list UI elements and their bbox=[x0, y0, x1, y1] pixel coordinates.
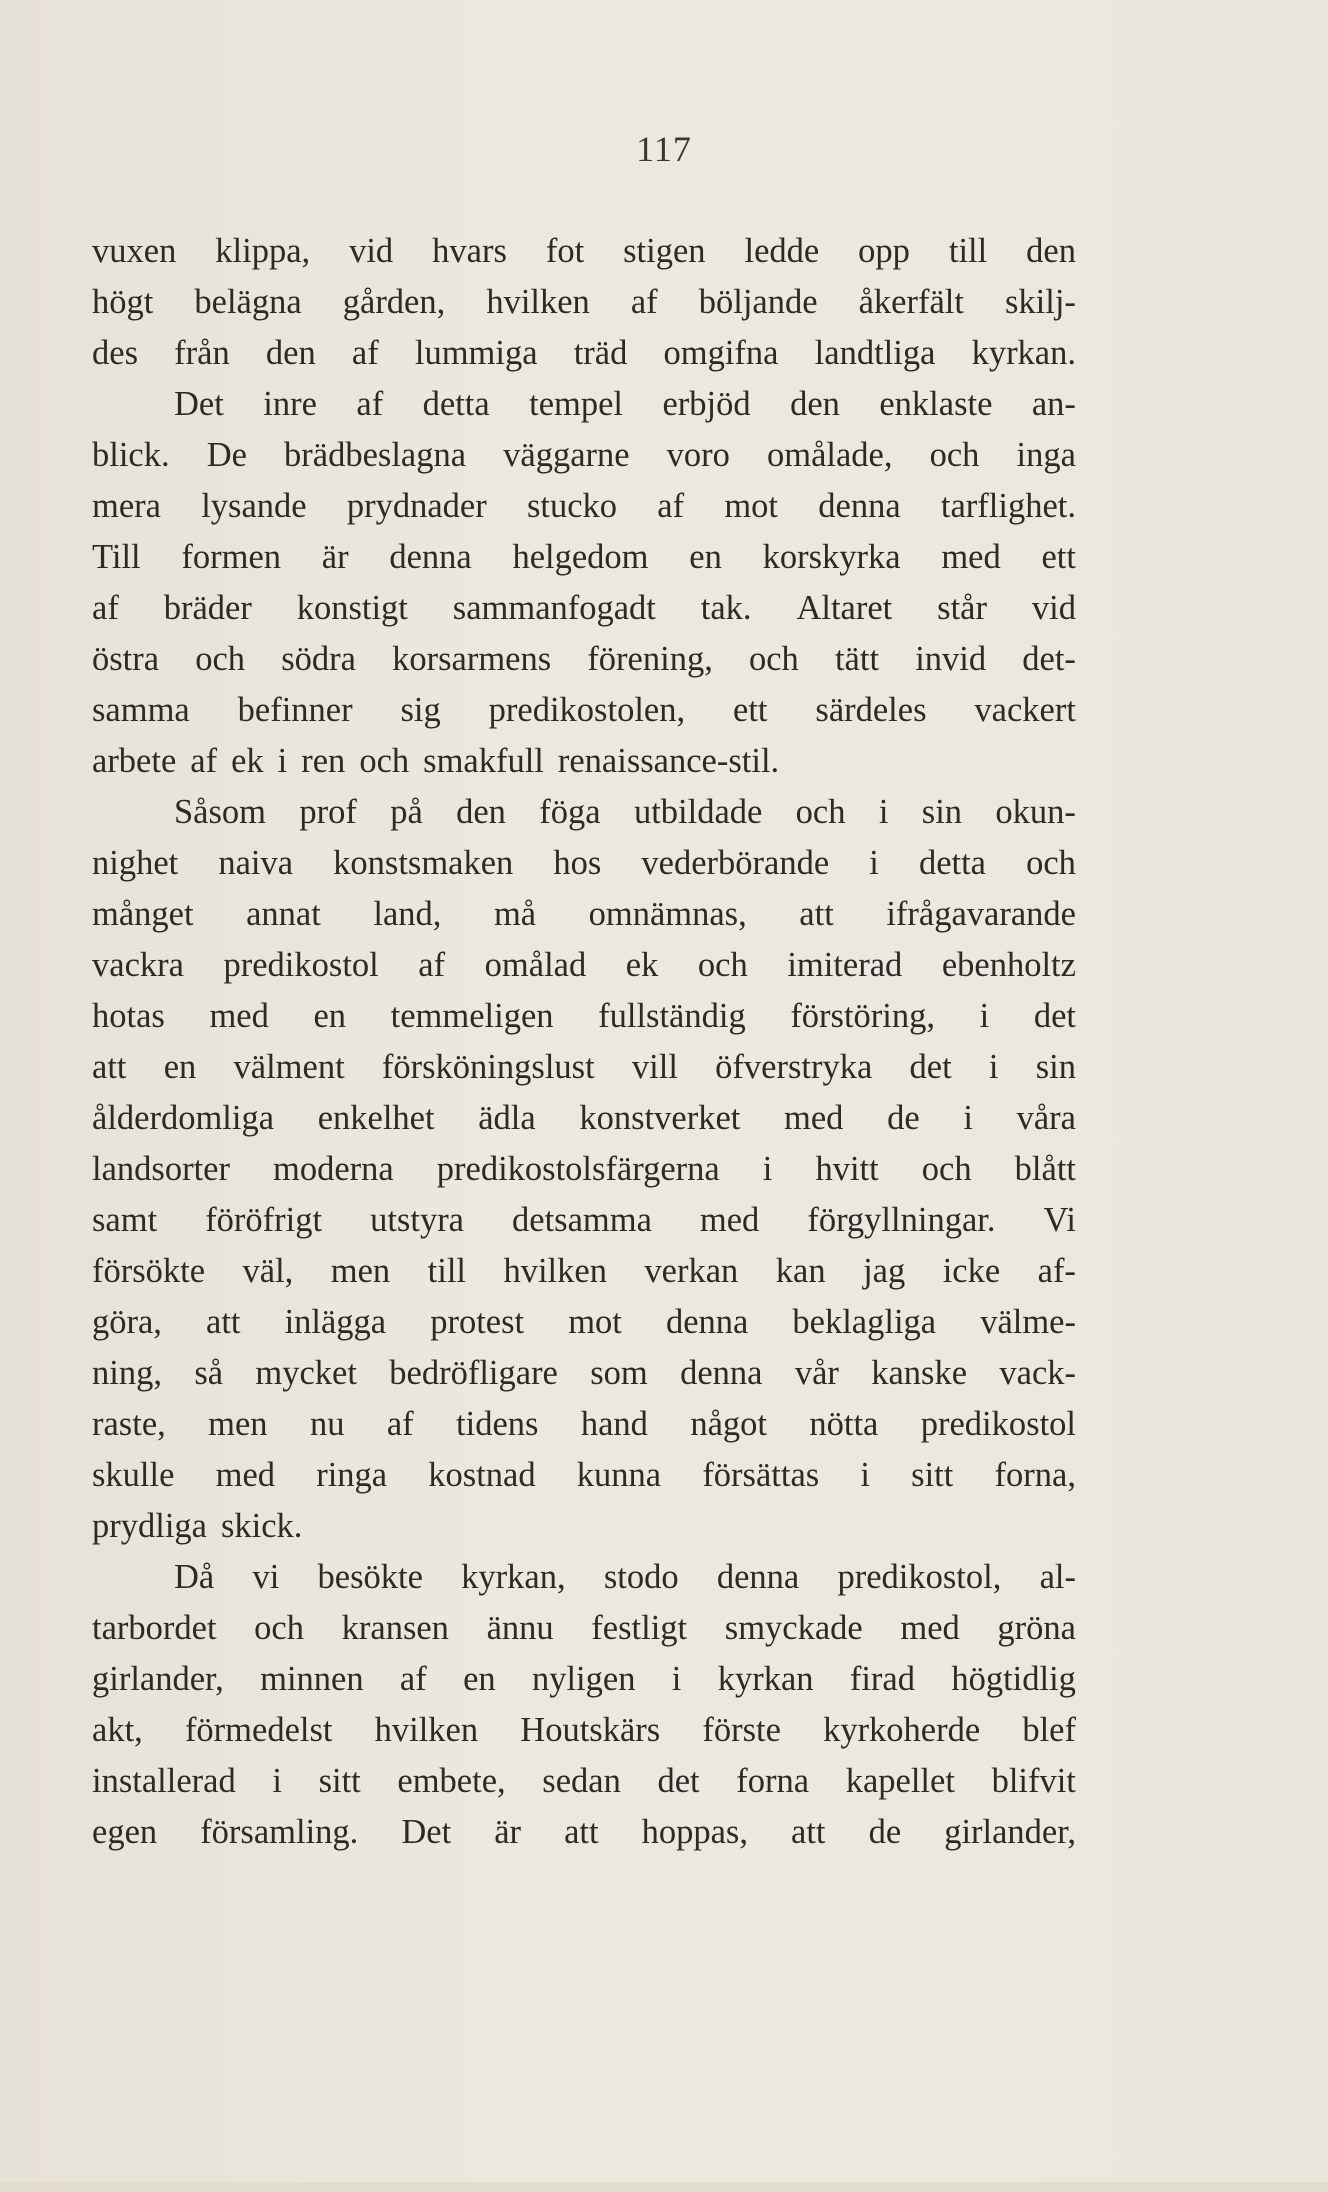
text-line: försökte väl, men till hvilken verkan kan jag icke af- bbox=[92, 1252, 1076, 1290]
text-line: östra och södra korsarmens förening, och tätt invid det- bbox=[92, 640, 1076, 678]
text-line: samma befinner sig predikostolen, ett särdeles vackert bbox=[92, 691, 1076, 729]
page-edge bbox=[0, 2182, 1328, 2192]
text-line: Det inre af detta tempel erbjöd den enklaste an- bbox=[174, 385, 1076, 423]
text-line: raste, men nu af tidens hand något nötta predikostol bbox=[92, 1405, 1076, 1443]
text-line: prydliga skick. bbox=[92, 1507, 303, 1545]
text-line: egen församling. Det är att hoppas, att de girlander, bbox=[92, 1813, 1076, 1851]
text-line: ning, så mycket bedröfligare som denna vår kanske vack- bbox=[92, 1354, 1076, 1392]
text-line: landsorter moderna predikostolsfärgerna i hvitt och blått bbox=[92, 1150, 1076, 1188]
text-line: des från den af lummiga träd omgifna landtliga kyrkan. bbox=[92, 334, 1076, 372]
text-line: ålderdomliga enkelhet ädla konstverket med de i våra bbox=[92, 1099, 1076, 1137]
text-line: hotas med en temmeligen fullständig förstöring, i det bbox=[92, 997, 1076, 1035]
text-line: akt, förmedelst hvilken Houtskärs förste kyrkoherde blef bbox=[92, 1711, 1076, 1749]
text-line: vuxen klippa, vid hvars fot stigen ledde opp till den bbox=[92, 232, 1076, 270]
text-line: Då vi besökte kyrkan, stodo denna predikostol, al- bbox=[174, 1558, 1076, 1596]
text-line: högt belägna gården, hvilken af böljande åkerfält skilj- bbox=[92, 283, 1076, 321]
text-line: nighet naiva konstsmaken hos vederbörande i detta och bbox=[92, 844, 1076, 882]
text-line: samt föröfrigt utstyra detsamma med förgyllningar. Vi bbox=[92, 1201, 1076, 1239]
text-line: installerad i sitt embete, sedan det forna kapellet blifvit bbox=[92, 1762, 1076, 1800]
text-line: vackra predikostol af omålad ek och imiterad ebenholtz bbox=[92, 946, 1076, 984]
text-line: Såsom prof på den föga utbildade och i sin okun- bbox=[174, 793, 1076, 831]
text-line: mera lysande prydnader stucko af mot denna tarflighet. bbox=[92, 487, 1076, 525]
text-line: att en välment försköningslust vill öfverstryka det i sin bbox=[92, 1048, 1076, 1086]
text-line: Till formen är denna helgedom en korskyrka med ett bbox=[92, 538, 1076, 576]
page-number: 117 bbox=[636, 129, 692, 169]
text-line: arbete af ek i ren och smakfull renaissance-stil. bbox=[92, 742, 780, 780]
text-line: göra, att inlägga protest mot denna beklagliga välme- bbox=[92, 1303, 1076, 1341]
text-line: skulle med ringa kostnad kunna försättas i sitt forna, bbox=[92, 1456, 1076, 1494]
text-line: månget annat land, må omnämnas, att ifrågavarande bbox=[92, 895, 1076, 933]
body-text bbox=[92, 226, 1076, 1858]
text-line: girlander, minnen af en nyligen i kyrkan firad högtidlig bbox=[92, 1660, 1076, 1698]
text-line: blick. De brädbeslagna väggarne voro omålade, och inga bbox=[92, 436, 1076, 474]
text-line: tarbordet och kransen ännu festligt smyckade med gröna bbox=[92, 1609, 1076, 1647]
text-line: af bräder konstigt sammanfogadt tak. Altaret står vid bbox=[92, 589, 1076, 627]
